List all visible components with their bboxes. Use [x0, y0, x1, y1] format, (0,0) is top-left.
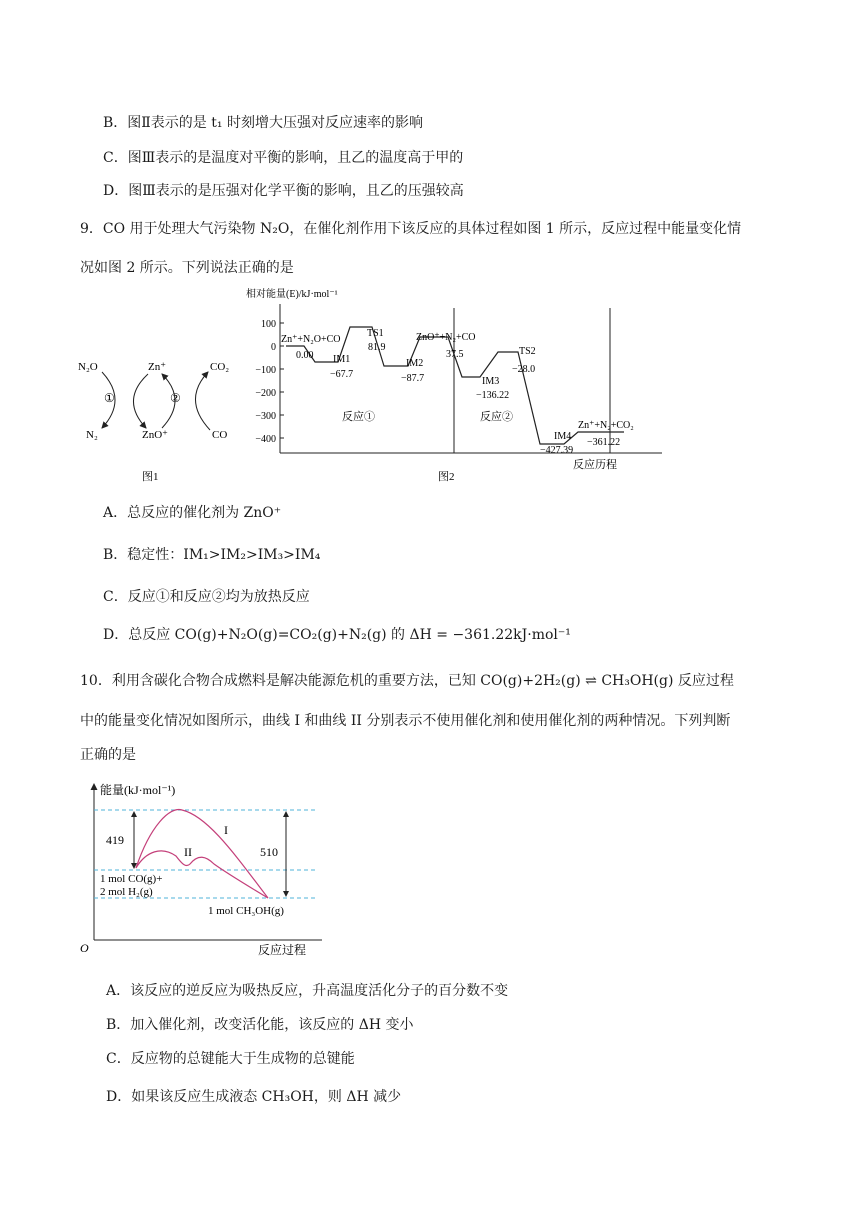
q10-curve-1-label: I	[224, 823, 228, 837]
fig2-region1-label: 反应①	[342, 411, 375, 423]
fig2-state-im3-name: IM3	[482, 376, 500, 387]
fig2-state-end-value: −361.22	[587, 437, 621, 448]
fig1-arrow-right-curve	[195, 372, 210, 430]
fig1-right-bottom: CO	[212, 429, 228, 441]
q10-stem-line3: 正确的是	[80, 747, 136, 763]
q9-figure1-cycle	[70, 350, 250, 490]
q10-gap-left: 419	[106, 833, 124, 847]
q10-option-a: A．该反应的逆反应为吸热反应，升高温度活化分子的百分数不变	[106, 983, 509, 999]
fig1-step1: ①	[104, 391, 115, 405]
q9-figure2-energy-profile	[240, 286, 670, 486]
q10-energy-diagram	[78, 776, 338, 962]
q10-reactants-line2: 2 mol H₂(g)	[100, 886, 153, 898]
q9-option-c: C．反应①和反应②均为放热反应	[103, 589, 310, 605]
fig2-caption: 图2	[438, 471, 455, 483]
fig2-ytick-m100: −100	[255, 365, 276, 376]
fig2-state-ts2-name: TS2	[519, 346, 536, 357]
fig2-ytick-100: 100	[261, 319, 276, 330]
fig2-state-im3-value: −136.22	[476, 390, 510, 401]
fig2-state-im1-name: IM1	[333, 354, 351, 365]
fig2-state-ts1-value: 81.9	[368, 342, 386, 353]
q10-gap-right: 510	[260, 845, 278, 859]
fig2-state-im4-value: −427.39	[540, 445, 574, 456]
fig1-center-bottom: ZnO⁺	[142, 429, 168, 441]
q10-origin: O	[80, 941, 89, 955]
fig2-ylabel: 相对能量(E)/kJ·mol⁻¹	[246, 289, 338, 300]
q10-option-c: C．反应物的总键能大于生成物的总键能	[106, 1051, 355, 1067]
fig2-state-int-value: 37.5	[446, 349, 464, 360]
fig2-state-start-name: Zn⁺+N₂O+CO	[281, 334, 341, 345]
fig1-caption: 图1	[142, 471, 159, 483]
fig2-state-im1-value: −67.7	[330, 369, 354, 380]
fig1-left-top: N₂O	[78, 361, 98, 373]
q9-option-b: B．稳定性：IM₁>IM₂>IM₃>IM₄	[103, 547, 321, 563]
fig2-state-start-value: 0.00	[296, 350, 314, 361]
fig2-state-int-name: ZnO⁺+N₂+CO	[416, 332, 476, 343]
q10-ylabel: 能量(kJ·mol⁻¹)	[100, 783, 176, 797]
q10-option-b: B．加入催化剂，改变活化能，该反应的 ΔH 变小	[106, 1017, 414, 1033]
fig2-ytick-m200: −200	[255, 388, 276, 399]
fig2-ytick-m400: −400	[255, 434, 276, 445]
q10-product: 1 mol CH₃OH(g)	[208, 905, 284, 917]
q8-option-d: D．图Ⅲ表示的是压强对化学平衡的影响，且乙的压强较高	[103, 183, 464, 199]
q10-stem-line2: 中的能量变化情况如图所示，曲线 I 和曲线 II 分别表示不使用催化剂和使用催化剂的两种情况。下列判断	[80, 713, 731, 729]
fig2-yticks	[255, 319, 276, 445]
fig2-xlabel: 反应历程	[573, 459, 617, 471]
q10-option-d: D．如果该反应生成液态 CH₃OH，则 ΔH 减少	[106, 1089, 402, 1105]
fig2-state-im4-name: IM4	[554, 431, 572, 442]
q8-option-c: C．图Ⅲ表示的是温度对平衡的影响，且乙的温度高于甲的	[103, 150, 464, 166]
fig2-state-ts2-value: −28.0	[512, 364, 536, 375]
fig2-state-ts1-name: TS1	[367, 328, 384, 339]
q9-stem-line2: 况如图 2 所示。下列说法正确的是	[80, 260, 294, 276]
q9-option-d: D．总反应 CO(g)+N₂O(g)=CO₂(g)+N₂(g) 的 ΔH = −361.22kJ·mol⁻¹	[103, 627, 571, 643]
fig2-state-im2-value: −87.7	[401, 373, 425, 384]
q10-curve-2-label: II	[184, 845, 192, 859]
q10-reactants-line1: 1 mol CO(g)+	[100, 873, 163, 885]
fig1-step2: ②	[170, 391, 181, 405]
q10-stem-line1: 10．利用含碳化合物合成燃料是解决能源危机的重要方法，已知 CO(g)+2H₂(g) ⇌ CH₃OH(g) 反应过程	[80, 673, 734, 689]
fig2-region2-label: 反应②	[480, 411, 513, 423]
fig1-center-top: Zn⁺	[148, 361, 167, 373]
q8-option-b: B．图Ⅱ表示的是 t₁ 时刻增大压强对反应速率的影响	[103, 115, 423, 131]
fig2-ytick-0: 0	[271, 342, 276, 353]
fig2-state-im2-name: IM2	[406, 358, 424, 369]
q10-xlabel: 反应过程	[258, 943, 307, 957]
fig1-right-top: CO₂	[210, 361, 230, 373]
q9-stem-line1: 9．CO 用于处理大气污染物 N₂O，在催化剂作用下该反应的具体过程如图 1 所示，反应过程中能量变化情	[80, 221, 742, 237]
q9-option-a: A．总反应的催化剂为 ZnO⁺	[103, 505, 282, 521]
fig2-state-end-name: Zn⁺+N₂+CO₂	[578, 420, 634, 431]
fig2-ytick-m300: −300	[255, 411, 276, 422]
fig1-arrow-center-left-curve	[133, 374, 148, 428]
fig1-left-bottom: N₂	[86, 429, 98, 441]
